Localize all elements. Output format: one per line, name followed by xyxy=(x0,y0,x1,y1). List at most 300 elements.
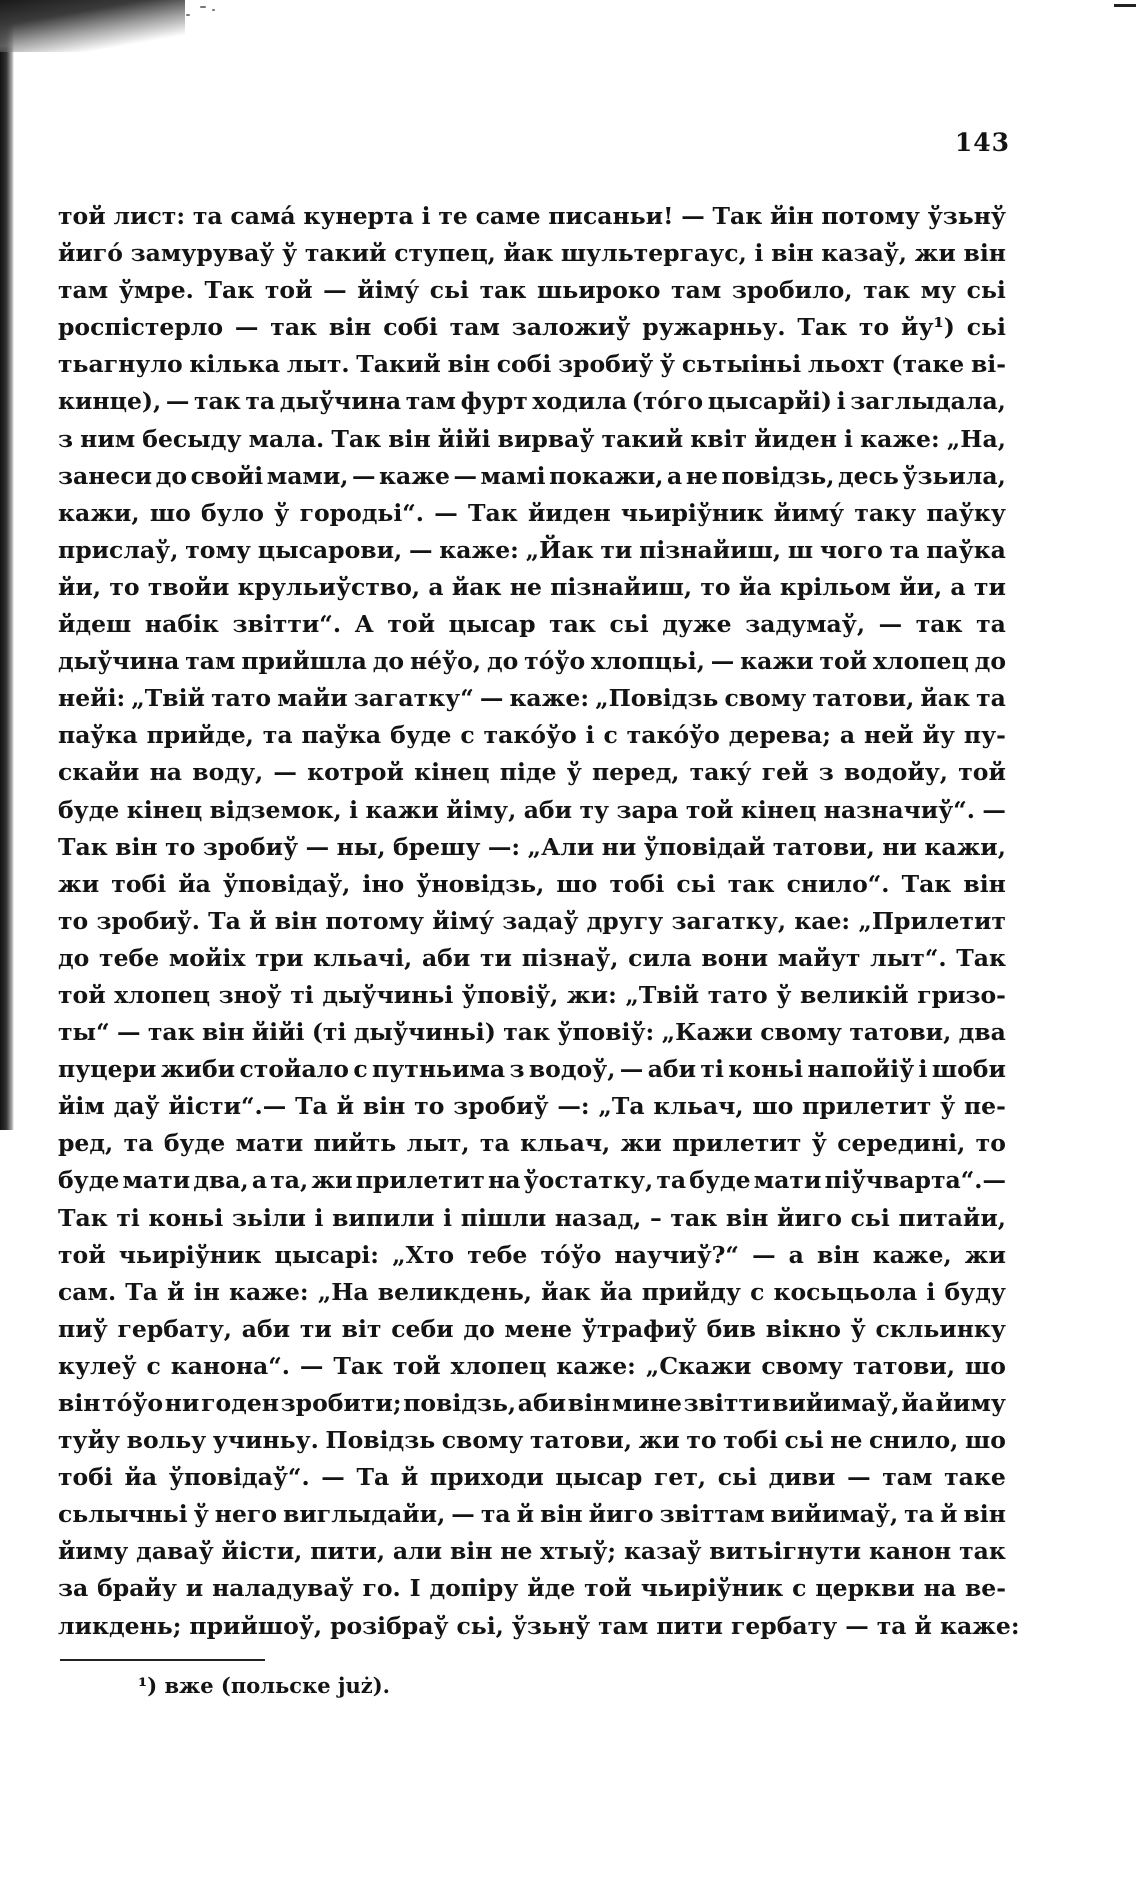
text-word: він xyxy=(725,1203,769,1232)
text-word: свому xyxy=(761,1351,844,1380)
text-word: і xyxy=(314,1203,324,1232)
text-word: нейі: xyxy=(58,684,126,713)
text-word: роспістерло xyxy=(58,313,224,342)
text-word: той xyxy=(58,1240,106,1269)
text-line xyxy=(58,792,1006,829)
text-word: ти xyxy=(479,943,512,972)
text-word: три xyxy=(255,943,304,972)
text-word: с xyxy=(603,721,618,750)
text-word: тьагнуло xyxy=(58,350,183,379)
text-word: він xyxy=(388,424,431,453)
text-word: дуже xyxy=(662,610,732,639)
text-word: мене xyxy=(504,1314,573,1343)
text-word: а xyxy=(788,1240,804,1269)
text-word: він xyxy=(362,1092,406,1121)
text-line xyxy=(58,643,1006,680)
text-word: тато xyxy=(707,980,768,1009)
text-word: — xyxy=(321,1463,345,1492)
text-word: тому xyxy=(185,535,251,564)
text-word: до xyxy=(486,647,519,676)
text-word: с xyxy=(792,1574,807,1603)
text-word: йа xyxy=(901,1389,934,1417)
text-word: жи xyxy=(620,1129,662,1158)
text-word: питайи, xyxy=(898,1203,1006,1232)
text-line xyxy=(58,829,1006,866)
text-line xyxy=(58,977,1006,1014)
text-word: — xyxy=(982,795,1006,824)
text-word: — xyxy=(165,387,190,416)
text-word: лыт“. xyxy=(870,943,947,972)
text-word: пити, xyxy=(310,1537,386,1566)
text-word: ў xyxy=(776,980,792,1009)
text-word: загатку“ xyxy=(353,684,474,713)
text-word: ўповідаў“. xyxy=(168,1463,310,1492)
text-word: такий xyxy=(601,424,684,453)
text-word: му xyxy=(920,276,957,305)
text-word: йиму xyxy=(935,1389,1006,1417)
text-word: сьі xyxy=(609,610,649,639)
text-word: вирваў xyxy=(497,424,595,453)
text-word: скльинку xyxy=(875,1314,1006,1343)
text-word: брешу xyxy=(393,832,481,861)
text-word: йіму́ xyxy=(357,276,420,305)
text-word: то́ўо xyxy=(540,1240,602,1269)
text-word: даваў xyxy=(136,1537,214,1566)
text-word: тобі xyxy=(609,869,665,898)
text-word: ти xyxy=(973,572,1006,601)
text-word: заложиў xyxy=(511,313,631,342)
text-word: задаў xyxy=(502,906,579,935)
text-word: й xyxy=(914,1611,932,1640)
text-word: снило“. xyxy=(786,869,890,898)
text-word: було xyxy=(201,498,264,527)
text-word: мамі xyxy=(480,461,546,490)
text-word: він xyxy=(567,1389,611,1417)
text-word: кинце), xyxy=(58,387,162,416)
text-word: с xyxy=(460,721,475,750)
text-word: зноў xyxy=(218,980,282,1009)
text-line xyxy=(58,1014,1006,1051)
text-word: він xyxy=(540,1500,583,1529)
text-word: так xyxy=(863,276,910,305)
text-word: той xyxy=(685,795,734,824)
text-word: шо xyxy=(556,869,598,898)
text-word: свому xyxy=(441,1426,524,1455)
text-word: витьігнути xyxy=(709,1537,862,1566)
text-word: скайи xyxy=(58,758,140,787)
text-word: Та xyxy=(295,1092,328,1121)
text-word: „Скажи xyxy=(645,1351,752,1380)
text-word: — xyxy=(352,461,376,490)
text-word: не xyxy=(509,572,542,601)
text-line xyxy=(58,1608,1020,1645)
text-word: Повідзь xyxy=(325,1426,436,1455)
text-word: аби xyxy=(241,1314,291,1343)
text-word: Так xyxy=(901,869,952,898)
footnote-text: вже (польске już). xyxy=(164,1673,390,1698)
text-word: крільом xyxy=(779,572,891,601)
text-word: йак xyxy=(503,239,554,268)
text-word: піўчварта“.— xyxy=(824,1166,1006,1195)
text-word: квіт xyxy=(690,424,748,453)
text-word: він xyxy=(963,239,1006,268)
text-word: — xyxy=(451,1500,475,1529)
text-word: водойу, xyxy=(843,758,948,787)
text-word: татови, xyxy=(530,1426,633,1455)
text-word: той xyxy=(584,1574,632,1603)
text-word: собі xyxy=(496,350,552,379)
text-word: — xyxy=(847,1463,871,1492)
text-word: жи: xyxy=(566,980,617,1009)
text-word: а xyxy=(667,461,683,490)
text-word: назад, xyxy=(554,1203,642,1232)
text-word: даў xyxy=(113,1092,160,1121)
text-word: снило, xyxy=(869,1426,959,1455)
text-word: великдень, xyxy=(377,1277,532,1306)
text-word: татови, xyxy=(772,832,875,861)
text-line xyxy=(58,1200,1006,1237)
text-word: розібраў xyxy=(330,1611,449,1640)
text-line xyxy=(58,1237,1006,1274)
text-word: бив xyxy=(706,1314,756,1343)
text-word: звітти“. xyxy=(232,610,342,639)
footnote xyxy=(138,1673,390,1698)
text-word: йи, xyxy=(899,572,943,601)
text-word: каже: xyxy=(509,684,589,713)
text-word: йіму́ xyxy=(432,906,495,935)
text-word: там xyxy=(882,1463,933,1492)
text-word: шо xyxy=(964,1351,1006,1380)
text-word: назначиў“. xyxy=(823,795,975,824)
text-word: каже, xyxy=(872,1240,952,1269)
text-word: прислаў, xyxy=(58,535,179,564)
text-word: так xyxy=(503,1018,550,1047)
text-word: ўповіў: xyxy=(557,1018,655,1047)
text-word: й xyxy=(249,906,267,935)
text-word: гей xyxy=(761,758,809,787)
text-word: до xyxy=(974,647,1006,676)
text-word: йиго xyxy=(588,1500,654,1529)
text-word: на xyxy=(923,1574,957,1603)
text-word: й xyxy=(336,1092,355,1121)
text-word: ў xyxy=(940,1092,956,1121)
text-word: пізнаў, xyxy=(521,943,619,972)
text-word: ним xyxy=(80,424,136,453)
text-word: то xyxy=(858,313,890,342)
text-word: „Та xyxy=(598,1092,645,1121)
text-word: каe: xyxy=(794,906,851,935)
text-word: ликдень; xyxy=(58,1611,182,1640)
text-line xyxy=(58,309,1006,346)
text-word: прилетит xyxy=(672,1129,802,1158)
text-word: кінец xyxy=(126,795,203,824)
text-word: пізнайиш, xyxy=(639,535,782,564)
text-word: так xyxy=(479,276,527,305)
text-word: і xyxy=(918,1055,928,1084)
text-word: стойало xyxy=(239,1055,349,1084)
text-word: сьі xyxy=(429,276,469,305)
text-word: так xyxy=(670,1203,718,1232)
text-word: казаў, xyxy=(821,239,907,268)
text-word: лист: xyxy=(113,202,186,230)
text-line xyxy=(58,532,1006,569)
text-word: то́ўо xyxy=(524,647,586,676)
text-word: чьиріўник xyxy=(118,1240,262,1269)
text-word: — xyxy=(409,535,433,564)
text-word: себи xyxy=(391,1314,454,1343)
text-word: так xyxy=(147,1018,195,1047)
text-word: брайу xyxy=(97,1574,177,1603)
text-word: й xyxy=(167,1277,185,1306)
text-word: шо xyxy=(752,1092,794,1121)
text-word: — xyxy=(434,498,458,527)
text-word: аби xyxy=(517,1389,567,1417)
text-word: татови, xyxy=(849,1018,952,1047)
text-word: сьі xyxy=(966,313,1006,342)
text-word: лыт. xyxy=(286,350,350,379)
text-word: І xyxy=(409,1574,421,1603)
text-word: цысар xyxy=(555,1463,643,1492)
text-word: йде xyxy=(527,1574,576,1603)
text-word: допіру xyxy=(429,1574,519,1603)
text-word: мати xyxy=(235,1129,304,1158)
footnote-divider xyxy=(60,1659,265,1661)
text-word: ред, xyxy=(58,1129,114,1158)
text-word: каже: xyxy=(860,424,940,453)
text-word: ў xyxy=(811,1129,827,1158)
text-word: чьиріўник xyxy=(620,498,764,527)
text-word: буду xyxy=(944,1277,1006,1306)
text-word: йиму xyxy=(58,1537,129,1566)
text-word: мами, xyxy=(266,461,349,490)
text-word: кулеў xyxy=(58,1351,137,1380)
text-line xyxy=(58,1051,1006,1088)
text-word: зьіли xyxy=(231,1203,306,1232)
text-word: ўзьила, xyxy=(902,461,1006,490)
text-word: до xyxy=(372,647,405,676)
text-word: ту xyxy=(579,795,610,824)
text-word: — xyxy=(619,1055,644,1084)
footnote-marker: ¹) xyxy=(138,1673,158,1698)
text-word: Так xyxy=(58,1203,108,1232)
text-word: не xyxy=(500,1537,533,1566)
text-word: пийть xyxy=(313,1129,397,1158)
text-word: там xyxy=(671,276,722,305)
text-word: тато xyxy=(211,684,272,713)
text-word: ўзьнў xyxy=(927,202,1006,230)
text-word: він xyxy=(58,1389,101,1417)
text-word: хлопец xyxy=(450,1351,547,1380)
text-word: то xyxy=(414,1092,445,1121)
text-word: і xyxy=(836,387,846,416)
text-word: ни xyxy=(601,832,637,861)
scan-speck xyxy=(186,14,190,16)
text-word: ти xyxy=(600,535,633,564)
text-word: і xyxy=(421,202,431,230)
text-word: з xyxy=(58,424,73,453)
text-word: так xyxy=(727,869,775,898)
text-word: —: xyxy=(487,832,521,861)
text-word: ўтрафиў xyxy=(581,1314,697,1343)
text-word: йу¹) xyxy=(901,313,955,342)
text-word: водоў, xyxy=(528,1055,616,1084)
text-word: йиден xyxy=(754,424,837,453)
text-word: свому xyxy=(760,1018,842,1047)
text-word: „Али xyxy=(527,832,595,861)
text-word: (таке xyxy=(891,350,965,379)
text-word: татови, xyxy=(853,1351,955,1380)
text-word: йдеш xyxy=(58,610,132,639)
text-word: ступец, xyxy=(394,239,496,268)
text-word: виглыдайи, xyxy=(283,1500,446,1529)
text-word: дерева; xyxy=(728,721,831,750)
text-word: ходила xyxy=(532,387,627,416)
text-word: паўка xyxy=(58,721,138,750)
text-word: Так xyxy=(333,1351,384,1380)
text-word: коньі xyxy=(728,1055,804,1084)
text-word: а xyxy=(428,572,444,601)
text-word: та xyxy=(479,1129,510,1158)
text-line xyxy=(58,903,1006,940)
text-word: приходи xyxy=(429,1463,544,1492)
text-word: йа xyxy=(178,869,211,898)
text-word: він xyxy=(963,869,1006,898)
text-word: „Твій xyxy=(625,980,700,1009)
text-word: йісти“.— xyxy=(168,1092,287,1121)
text-word: свойі xyxy=(190,461,264,490)
text-word: та xyxy=(889,535,920,564)
text-line xyxy=(58,940,1006,977)
text-word: ў xyxy=(660,350,676,379)
text-word: „Твій xyxy=(131,684,205,713)
text-word: ў xyxy=(274,498,290,527)
text-line xyxy=(58,1422,1006,1459)
text-word: хлопец xyxy=(114,980,211,1009)
text-word: с xyxy=(146,1351,161,1380)
text-word: загатку, xyxy=(671,906,787,935)
scan-top-corner-smudge xyxy=(0,0,185,52)
text-word: прийде, xyxy=(146,721,254,750)
text-word: так xyxy=(915,610,963,639)
text-word: ружарньу. xyxy=(642,313,786,342)
text-word: (ті xyxy=(311,1018,347,1047)
text-word: котрой xyxy=(307,758,404,787)
text-word: кінец xyxy=(414,758,490,787)
text-word: кажи, xyxy=(924,832,1006,861)
text-word: зробиў. xyxy=(96,906,200,935)
text-word: свому xyxy=(724,684,807,713)
text-word: та xyxy=(262,721,293,750)
text-word: та xyxy=(976,610,1006,639)
text-word: і xyxy=(844,424,853,453)
text-word: собі xyxy=(383,313,438,342)
text-word: кльачі, xyxy=(313,943,413,972)
text-word: з xyxy=(818,758,834,787)
text-word: то́ўо xyxy=(102,1389,164,1417)
text-line xyxy=(58,1533,1006,1570)
text-word: цысарі: xyxy=(274,1240,379,1269)
text-word: крульиўство, xyxy=(237,572,421,601)
text-word: так xyxy=(959,1537,1006,1566)
text-word: татови, xyxy=(812,684,915,713)
text-word: за xyxy=(58,1574,89,1603)
text-word: а xyxy=(251,1166,268,1195)
text-word: пуцери xyxy=(58,1055,157,1084)
text-word: йиден xyxy=(527,498,611,527)
text-word: научиў?“ xyxy=(614,1240,739,1269)
text-word: коньі xyxy=(148,1203,224,1232)
text-word: та xyxy=(245,387,276,416)
text-word: воду, xyxy=(192,758,264,787)
text-word: ў xyxy=(566,758,582,787)
text-word: а xyxy=(839,721,856,750)
text-word: прийшла xyxy=(241,647,367,676)
text-line xyxy=(58,866,1006,903)
text-word: пу- xyxy=(963,721,1006,750)
text-word: там xyxy=(185,647,236,676)
text-word: задумаў, xyxy=(745,610,866,639)
text-word: дыўчиньі) xyxy=(353,1018,496,1047)
text-line xyxy=(58,1496,1006,1533)
text-word: йін xyxy=(769,202,814,230)
text-word: не xyxy=(830,1426,863,1455)
text-word: сьлычньі xyxy=(58,1500,188,1529)
text-word: Та xyxy=(125,1277,158,1306)
text-word: прийшоў, xyxy=(189,1611,323,1640)
text-word: там xyxy=(449,313,500,342)
text-word: мати xyxy=(122,1166,191,1195)
text-word: тако́ўо xyxy=(483,721,577,750)
text-word: — xyxy=(752,1240,776,1269)
text-word: кунерта xyxy=(303,202,414,230)
text-word: так xyxy=(270,313,318,342)
text-word: звіттам xyxy=(659,1500,765,1529)
text-word: — xyxy=(116,1018,141,1047)
text-word: чьиріўник xyxy=(640,1574,784,1603)
text-word: мойіх xyxy=(168,943,246,972)
text-word: то xyxy=(686,1426,717,1455)
text-word: —: xyxy=(557,1092,590,1121)
text-word: до xyxy=(58,943,90,972)
text-word: ў xyxy=(193,1500,209,1529)
text-word: шьироко xyxy=(537,276,661,305)
text-word: то xyxy=(109,572,140,601)
text-word: ни xyxy=(882,832,917,861)
text-word: аби xyxy=(421,943,471,972)
text-line xyxy=(58,1348,1006,1385)
text-word: канон xyxy=(868,1537,952,1566)
text-word: — xyxy=(710,647,735,676)
text-word: сьі xyxy=(676,869,716,898)
text-word: цысарови, xyxy=(257,535,403,564)
text-word: на xyxy=(149,758,183,787)
text-word: потому xyxy=(821,202,920,230)
text-word: сьі xyxy=(717,1463,757,1492)
text-word: то xyxy=(165,832,196,861)
text-word: саме xyxy=(475,202,541,230)
text-word: жи xyxy=(58,869,100,898)
text-word: й xyxy=(516,1500,535,1529)
text-line xyxy=(58,235,1006,272)
text-word: йу xyxy=(922,721,955,750)
text-word: а xyxy=(950,572,966,601)
text-word: на xyxy=(488,1166,521,1195)
text-word: али xyxy=(392,1537,443,1566)
text-word: випили xyxy=(332,1203,435,1232)
text-word: ты“ xyxy=(58,1018,110,1047)
text-word: тебе xyxy=(467,1240,528,1269)
text-word: ті xyxy=(290,980,314,1009)
